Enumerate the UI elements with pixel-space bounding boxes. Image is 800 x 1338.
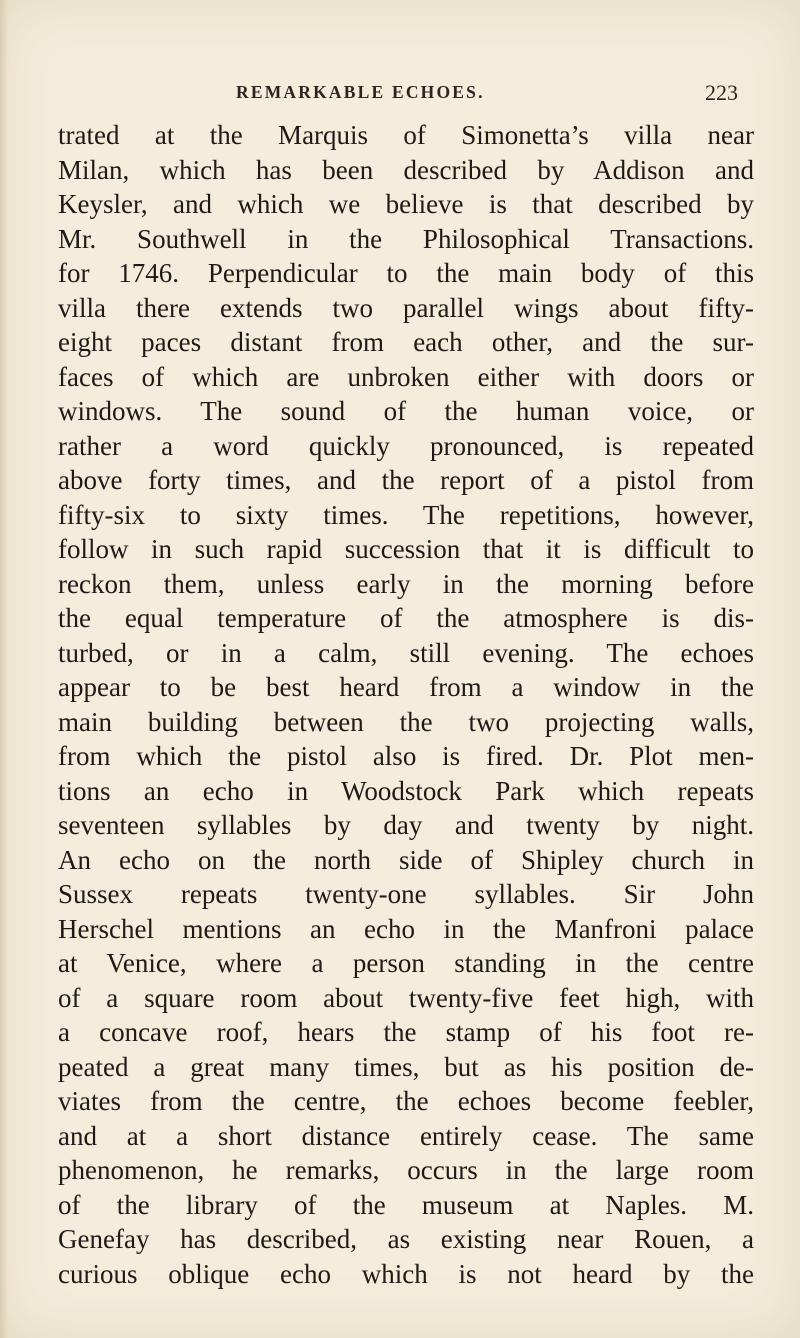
text-line: of a square room about twenty-five feet high, with: [58, 982, 754, 1013]
text-line: Milan, which has been described by Addison and: [58, 154, 754, 185]
text-line: tions an echo in Woodstock Park which repeats: [58, 775, 754, 806]
text-line: windows. The sound of the human voice, or: [58, 396, 754, 426]
text-line: peated a great many times, but as his position de-: [58, 1051, 754, 1082]
text-line: viates from the centre, the echoes become feebler,: [58, 1086, 754, 1116]
text-line: appear to be best heard from a window in the: [58, 672, 754, 702]
text-line: main building between the two projecting walls,: [58, 706, 754, 737]
text-line: trated at the Marquis of Simonetta’s villa near: [58, 120, 754, 150]
text-line: fifty-six to sixty times. The repetitions, however,: [58, 499, 754, 530]
text-line: turbed, or in a calm, still evening. The echoes: [58, 637, 754, 668]
text-line: a concave roof, hears the stamp of his foot re-: [58, 1017, 754, 1047]
text-line: from which the pistol also is fired. Dr. Plot men-: [58, 741, 754, 771]
page-gutter-shadow: [0, 0, 8, 1338]
text-line: villa there extends two parallel wings about fifty-: [58, 292, 754, 323]
text-line: Keysler, and which we believe is that described by: [58, 189, 754, 219]
text-line: faces of which are unbroken either with doors or: [58, 361, 754, 392]
text-line: Sussex repeats twenty-one syllables. Sir John: [58, 879, 754, 909]
text-line: seventeen syllables by day and twenty by night.: [58, 810, 754, 840]
text-line: at Venice, where a person standing in the centre: [58, 948, 754, 978]
text-line: reckon them, unless early in the morning before: [58, 568, 754, 599]
text-line: follow in such rapid succession that it is difficult to: [58, 534, 754, 564]
text-line: and at a short distance entirely cease. The same: [58, 1120, 754, 1151]
text-line: Mr. Southwell in the Philosophical Transactions.: [58, 223, 754, 254]
text-line: the equal temperature of the atmosphere is dis-: [58, 603, 754, 633]
text-line: Herschel mentions an echo in the Manfroni palace: [58, 913, 754, 944]
text-line: of the library of the museum at Naples. M.: [58, 1189, 754, 1220]
text-line: for 1746. Perpendicular to the main body of this: [58, 258, 754, 288]
text-line: eight paces distant from each other, and the sur-: [58, 327, 754, 357]
text-line: above forty times, and the report of a pistol from: [58, 465, 754, 495]
running-title: REMARKABLE ECHOES.: [236, 82, 485, 102]
text-line: curious oblique echo which is not heard by the: [58, 1258, 754, 1289]
text-line: phenomenon, he remarks, occurs in the large room: [58, 1155, 754, 1185]
page-number: 223: [705, 80, 738, 105]
running-head: [0, 82, 800, 112]
text-line: An echo on the north side of Shipley church in: [58, 844, 754, 875]
text-line: Genefay has described, as existing near Rouen, a: [58, 1224, 754, 1254]
text-line: rather a word quickly pronounced, is repeated: [58, 430, 754, 461]
